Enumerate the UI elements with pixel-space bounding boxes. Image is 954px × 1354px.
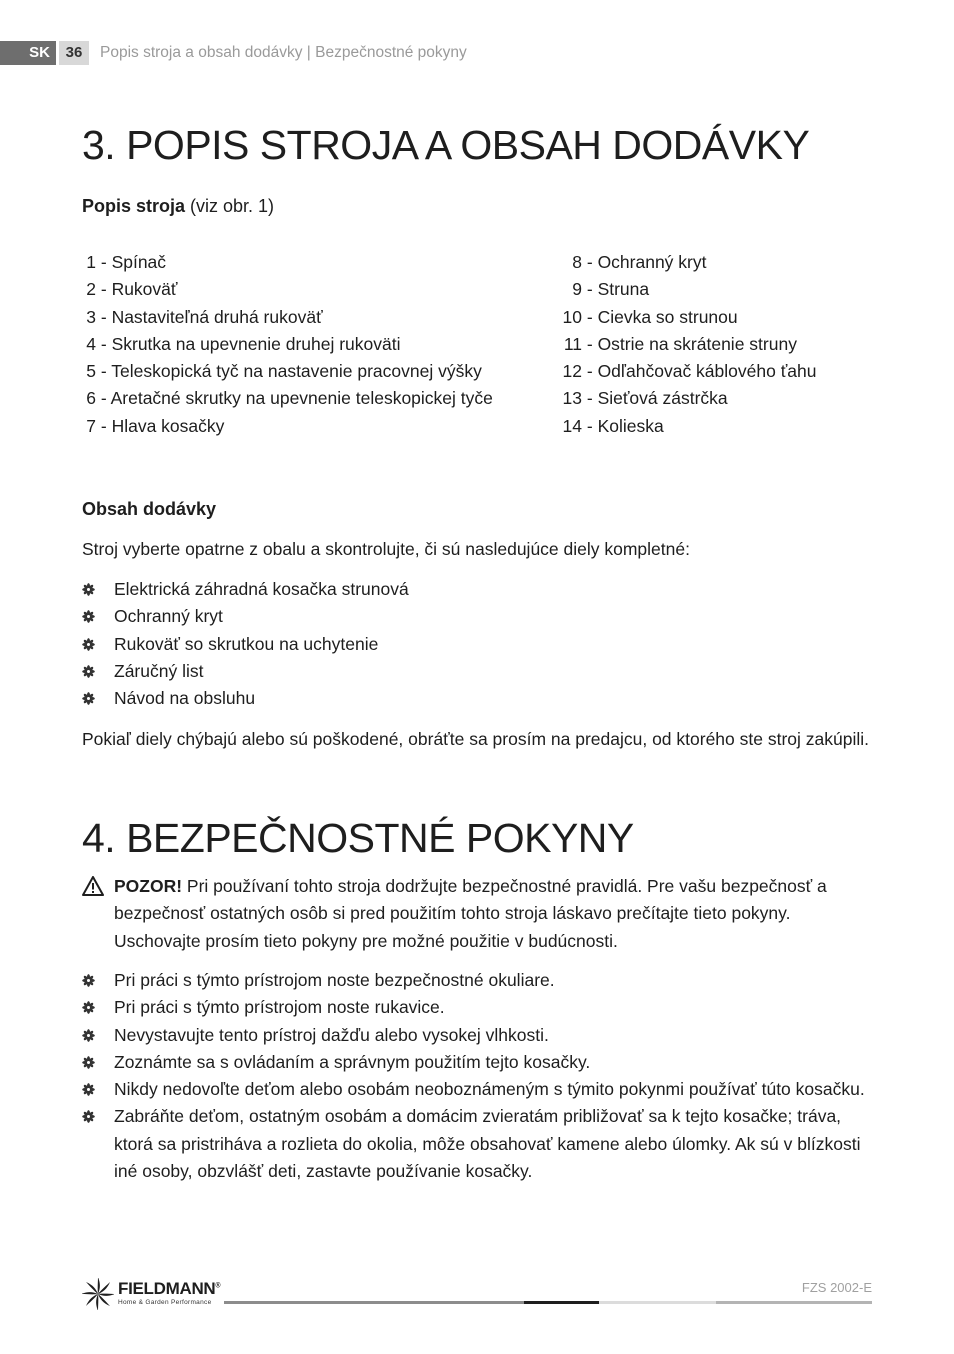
part-item bbox=[558, 358, 816, 385]
list-item-text: Nikdy nedovoľte deťom alebo osobám neoboznámeným s týmito pokynmi používať túto kosačku. bbox=[114, 1079, 865, 1100]
footer-line-1 bbox=[224, 1301, 524, 1304]
part-item bbox=[558, 413, 816, 440]
part-item bbox=[82, 331, 493, 358]
part-label: Sieťová zástrčka bbox=[597, 388, 728, 409]
part-number: 11 bbox=[563, 333, 582, 354]
part-item bbox=[558, 385, 816, 412]
logo-brand: FIELDMANN® bbox=[118, 1279, 221, 1298]
part-separator: - bbox=[96, 306, 112, 327]
part-label: Odľahčovač káblového ťahu bbox=[597, 361, 817, 382]
list-item-text: Zoznámte sa s ovládaním a správnym použitím tejto kosačky. bbox=[114, 1051, 591, 1072]
logo-tagline: Home & Garden Performance bbox=[118, 1299, 212, 1306]
safety-list bbox=[82, 967, 872, 1185]
machine-description-ref: (viz obr. 1) bbox=[185, 196, 275, 216]
part-separator: - bbox=[96, 333, 112, 354]
list-item bbox=[82, 685, 872, 712]
flower-bullet-icon bbox=[82, 1029, 95, 1042]
part-number: 13 bbox=[562, 388, 582, 409]
part-label: Cievka so strunou bbox=[597, 306, 738, 327]
list-item-text: Elektrická záhradná kosačka strunová bbox=[114, 579, 409, 599]
parts-list-left bbox=[82, 249, 493, 440]
machine-description-heading bbox=[82, 194, 274, 218]
list-item bbox=[82, 576, 872, 603]
part-label: Kolieska bbox=[597, 415, 664, 436]
part-number: 14 bbox=[562, 415, 582, 436]
part-separator: - bbox=[96, 388, 111, 409]
list-item bbox=[82, 967, 872, 994]
footer-line-3 bbox=[599, 1301, 716, 1304]
list-item bbox=[82, 994, 872, 1021]
flower-bullet-icon bbox=[82, 583, 95, 596]
part-item bbox=[82, 276, 493, 303]
part-item bbox=[558, 331, 816, 358]
delivery-note: Pokiaľ diely chýbajú alebo sú poškodené, obráťte sa prosím na predajcu, od ktorého ste stroj zakúpili. bbox=[82, 729, 869, 749]
page-number: 36 bbox=[59, 41, 89, 65]
warning-label: POZOR! bbox=[114, 876, 183, 896]
list-item bbox=[82, 631, 872, 658]
part-separator: - bbox=[582, 415, 598, 436]
part-label: Ostrie na skrátenie struny bbox=[597, 333, 797, 354]
list-item-text: Nevystavujte tento prístroj dažďu alebo vysokej vlhkosti. bbox=[114, 1024, 549, 1045]
part-number: 6 bbox=[86, 388, 96, 409]
part-number: 9 bbox=[572, 279, 582, 300]
part-number: 10 bbox=[562, 306, 582, 327]
machine-description-label: Popis stroja bbox=[82, 196, 186, 216]
part-item bbox=[82, 358, 493, 385]
flower-bullet-icon bbox=[82, 974, 95, 987]
part-label: Teleskopická tyč na nastavenie pracovnej výšky bbox=[111, 361, 482, 382]
part-separator: - bbox=[96, 361, 112, 382]
part-item bbox=[82, 413, 493, 440]
delivery-list bbox=[82, 576, 872, 712]
fieldmann-logo bbox=[82, 1278, 232, 1310]
flower-bullet-icon bbox=[82, 1056, 95, 1069]
part-label: Spínač bbox=[111, 252, 167, 272]
part-separator: - bbox=[582, 306, 598, 327]
part-separator: - bbox=[582, 333, 598, 354]
delivery-title: Obsah dodávky bbox=[82, 499, 217, 519]
list-item-text: Pri práci s týmto prístrojom noste bezpečnostné okuliare. bbox=[114, 970, 555, 990]
part-number: 4 bbox=[86, 333, 96, 354]
part-item bbox=[558, 276, 816, 303]
warning-triangle-icon bbox=[82, 876, 104, 896]
part-number: 7 bbox=[86, 415, 96, 436]
flower-bullet-icon bbox=[82, 1110, 95, 1123]
flower-bullet-icon bbox=[82, 610, 95, 623]
list-item bbox=[82, 1022, 872, 1049]
list-item-text: Zabráňte deťom, ostatným osobám a domácim zvieratám približovať sa k tejto kosačke; tráva, ktorá sa pristriháva a rozlieta do okolia, môže obsahovať kamene alebo úlomky. Ak sú v blízkosti iné osoby, obzvlášť deti, zastavte používanie kosačky. bbox=[114, 1106, 861, 1182]
part-number: 8 bbox=[572, 252, 582, 272]
part-item bbox=[558, 249, 816, 276]
part-number: 12 bbox=[562, 361, 582, 382]
part-number: 1 bbox=[86, 252, 96, 272]
part-separator: - bbox=[582, 279, 598, 300]
list-item-text: Návod na obsluhu bbox=[114, 688, 256, 709]
part-separator: - bbox=[96, 415, 112, 436]
section-3-title: 3. POPIS STROJA A OBSAH DODÁVKY bbox=[82, 122, 810, 168]
model-number: FZS 2002-E bbox=[801, 1280, 872, 1295]
part-item bbox=[558, 304, 816, 331]
part-number: 2 bbox=[86, 279, 96, 300]
flower-bullet-icon bbox=[82, 638, 95, 651]
page-header bbox=[0, 41, 954, 65]
language-code: SK bbox=[0, 41, 56, 65]
part-label: Rukoväť bbox=[111, 279, 178, 300]
part-separator: - bbox=[582, 361, 598, 382]
footer-line-4 bbox=[716, 1301, 872, 1304]
part-label: Aretačné skrutky na upevnenie teleskopickej tyče bbox=[110, 388, 493, 409]
part-label: Ochranný kryt bbox=[597, 252, 707, 272]
parts-list-right bbox=[558, 249, 816, 440]
list-item-text: Ochranný kryt bbox=[114, 606, 223, 627]
delivery-intro: Stroj vyberte opatrne z obalu a skontrolujte, či sú nasledujúce diely kompletné: bbox=[82, 539, 690, 559]
list-item bbox=[82, 658, 872, 685]
list-item bbox=[82, 1049, 872, 1076]
footer-line-2 bbox=[524, 1301, 599, 1304]
part-item bbox=[82, 249, 493, 276]
part-number: 5 bbox=[86, 361, 96, 382]
section-4-title: 4. BEZPEČNOSTNÉ POKYNY bbox=[82, 815, 634, 861]
part-item bbox=[82, 304, 493, 331]
list-item-text: Pri práci s týmto prístrojom noste rukavice. bbox=[114, 997, 445, 1018]
flower-bullet-icon bbox=[82, 692, 95, 705]
part-separator: - bbox=[96, 279, 112, 300]
logo-trademark: ® bbox=[215, 1282, 221, 1290]
part-label: Skrutka na upevnenie druhej rukoväti bbox=[111, 333, 401, 354]
list-item-text: Záručný list bbox=[114, 660, 204, 681]
warning-text: Pri používaní tohto stroja dodržujte bezpečnostné pravidlá. Pre vašu bezpečnosť a bezpečnosť ostatných osôb si pred použitím tohto stroja láskavo prečítajte tieto pokyny. Uschovajte prosím tieto pokyny pre možné použitie v budúcnosti. bbox=[114, 876, 827, 951]
flower-bullet-icon bbox=[82, 1001, 95, 1014]
list-item bbox=[82, 603, 872, 630]
flower-bullet-icon bbox=[82, 1083, 95, 1096]
list-item bbox=[82, 1076, 872, 1103]
part-item bbox=[82, 385, 493, 412]
part-label: Hlava kosačky bbox=[111, 415, 225, 436]
part-number: 3 bbox=[86, 306, 96, 327]
part-label: Nastaviteľná druhá rukoväť bbox=[111, 306, 323, 327]
warning-block bbox=[82, 873, 872, 955]
flower-bullet-icon bbox=[82, 665, 95, 678]
list-item-text: Rukoväť so skrutkou na uchytenie bbox=[114, 633, 379, 654]
fieldmann-swirl-logo-icon bbox=[82, 1278, 114, 1310]
part-separator: - bbox=[582, 252, 598, 272]
list-item bbox=[82, 1103, 872, 1185]
header-title: Popis stroja a obsah dodávky | Bezpečnostné pokyny bbox=[100, 44, 467, 61]
part-label: Struna bbox=[597, 279, 650, 300]
part-separator: - bbox=[96, 252, 112, 272]
part-separator: - bbox=[582, 388, 598, 409]
